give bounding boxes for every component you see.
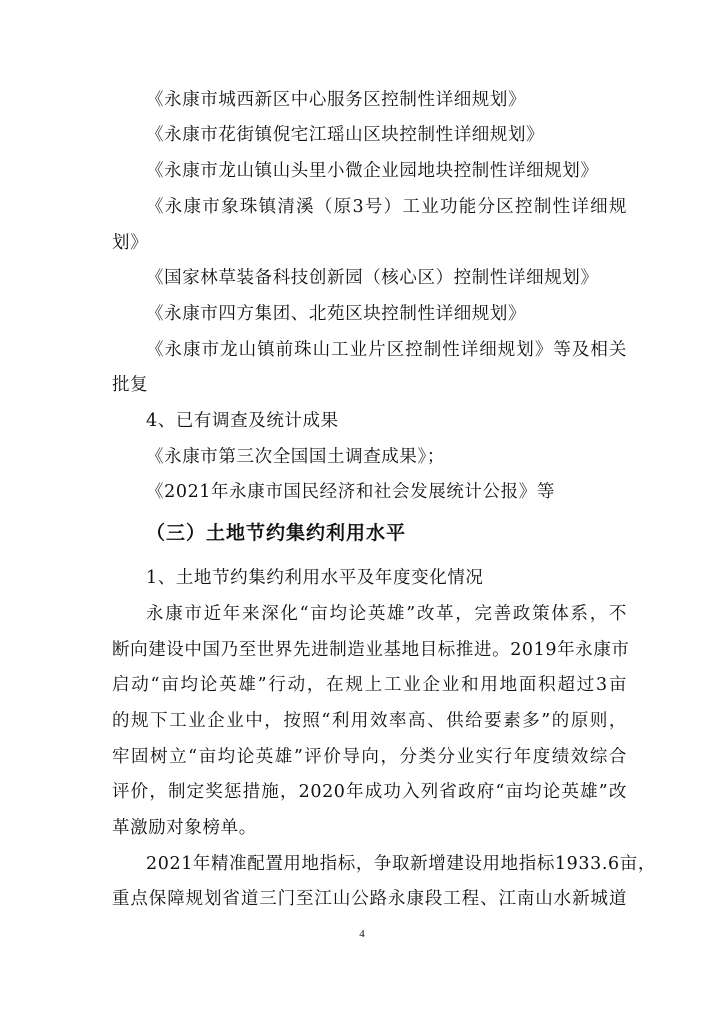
paragraph-line: 重点保障规划省道三门至江山公路永康段工程、江南山水新城道	[112, 889, 627, 909]
paragraph-line: 永康市近年来深化“亩均论英雄”改革，完善政策体系，不	[146, 604, 627, 624]
plan-item: 《永康市龙山镇前珠山工业片区控制性详细规划》等及相关	[146, 340, 627, 360]
paragraph-line: 启动“亩均论英雄”行动，在规上工业企业和用地面积超过3亩	[112, 675, 627, 695]
plan-item: 《永康市花街镇倪宅江瑶山区块控制性详细规划》	[146, 125, 545, 145]
paragraph-line: 断向建设中国乃至世界先进制造业基地目标推进。2019年永康市	[112, 640, 630, 660]
paragraph-line: 评价，制定奖惩措施，2020年成功入列省政府“亩均论英雄”改	[112, 782, 627, 802]
plan-item-continuation: 划》	[112, 233, 149, 253]
plan-item: 《国家林草装备科技创新园（核心区）控制性详细规划》	[146, 268, 599, 288]
plan-item: 《永康市城西新区中心服务区控制性详细规划》	[146, 90, 527, 110]
survey-item: 《2021年永康市国民经济和社会发展统计公报》等	[146, 482, 555, 502]
plan-item-continuation: 批复	[112, 375, 149, 395]
plan-item: 《永康市四方集团、北苑区块控制性详细规划》	[146, 304, 527, 324]
subsection-title: 1、土地节约集约利用水平及年度变化情况	[146, 568, 484, 588]
paragraph-line: 的规下工业企业中，按照“利用效率高、供给要素多”的原则，	[112, 711, 627, 731]
paragraph-line: 牢固树立“亩均论英雄”评价导向，分类分业实行年度绩效综合	[112, 747, 627, 767]
plan-item: 《永康市龙山镇山头里小微企业园地块控制性详细规划》	[146, 161, 599, 181]
paragraph-line: 革激励对象榜单。	[112, 818, 257, 838]
plan-item: 《永康市象珠镇清溪（原3号）工业功能分区控制性详细规	[146, 197, 627, 217]
survey-item-title: 4、已有调查及统计成果	[146, 411, 339, 431]
section-heading: （三）土地节约集约利用水平	[146, 522, 407, 544]
page-number: 4	[359, 928, 365, 940]
survey-item: 《永康市第三次全国国土调查成果》；	[146, 447, 445, 467]
paragraph-line: 2021年精准配置用地指标，争取新增建设用地指标1933.6亩，	[146, 854, 656, 874]
